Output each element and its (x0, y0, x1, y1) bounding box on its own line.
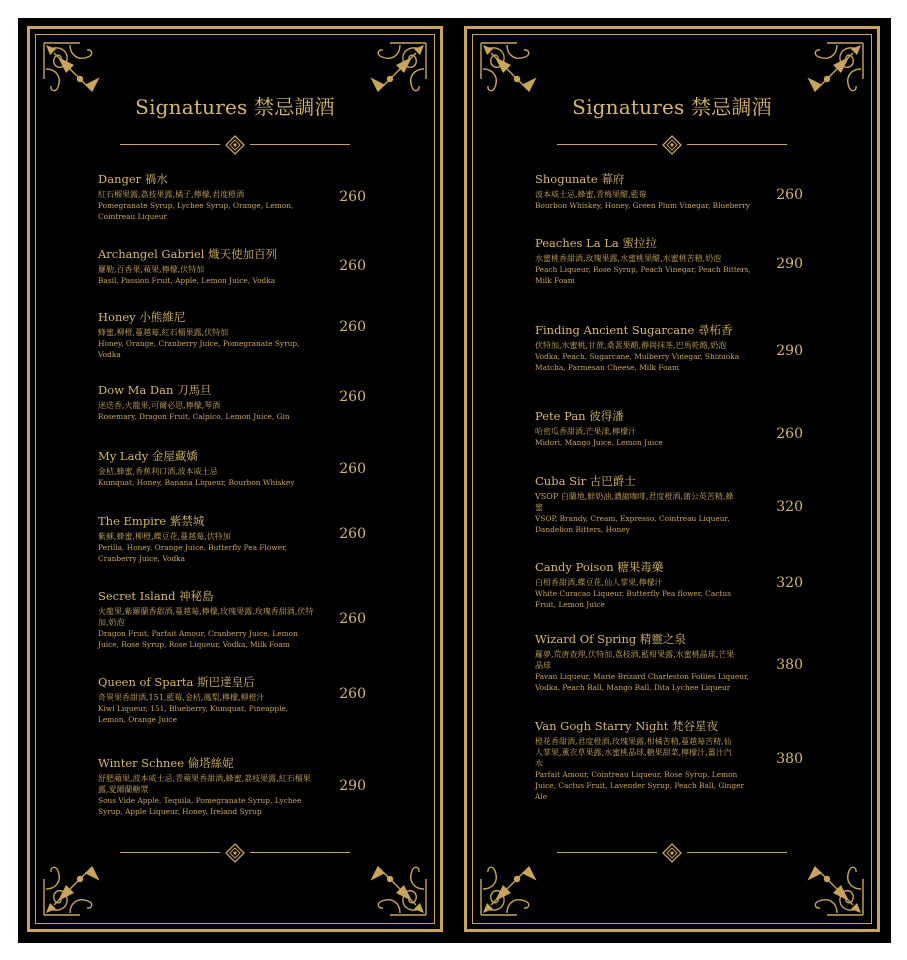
menu-item (535, 323, 855, 373)
item-ingredients-en: Midori, Mango Juice, Lemon Juice (535, 438, 663, 447)
menu-title: Signatures 禁忌調酒 (135, 95, 335, 119)
footer-divider (467, 843, 877, 863)
item-ingredients-en: Sous Vide Apple, Tequila, Pomegranate Syrup, Lychee Syrup, Apple Liqueur, Honey, Ireland Syrup (98, 796, 302, 816)
item-price: 290 (776, 343, 803, 359)
item-price: 260 (339, 461, 366, 477)
item-name: Peaches La La 蜜拉拉 (535, 236, 657, 250)
item-ingredients-en: Pomegranate Syrup, Lychee Syrup, Orange, Lemon, Cointreau Liqueur (98, 201, 294, 221)
menu-items-right (467, 29, 877, 929)
item-ingredients-en: Kumquat, Honey, Banana Liqueur, Bourbon Whiskey (98, 478, 295, 487)
item-price: 260 (339, 258, 366, 274)
footer-divider (30, 843, 440, 863)
item-price: 260 (339, 526, 366, 542)
item-ingredients-en: Parfait Amour, Cointreau Liqueur, Rose Syrup, Lemon Juice, Cactus Fruit, Lavender Syrup, Peach Ball, Ginger Ale (535, 770, 744, 801)
menu-item (98, 247, 418, 286)
item-ingredients-cn: 橙花香甜酒,君度橙酒,玫瑰果露,柑橘苦精,蔓越莓苦精,仙人掌果,薰衣草果露,水蜜桃晶球,糖果甜菜,檸檬汁,薑汁汽水 (535, 737, 732, 768)
menu-panel-left (27, 26, 443, 932)
item-ingredients-cn: 蘿夢,荒唐查理,伏特加,荔枝酒,藍柑果露,水蜜桃晶球,芒果晶球 (535, 650, 735, 670)
menu-item (98, 383, 418, 422)
item-name: Winter Schnee 倫塔絲妮 (98, 756, 234, 770)
menu-item (98, 172, 418, 222)
item-price: 290 (339, 778, 366, 794)
item-price: 380 (776, 751, 803, 767)
item-price: 260 (339, 319, 366, 335)
item-ingredients-en: Kiwi Liqueur, 151, Blueberry, Kumquat, Pineapple, Lemon, Orange Juice (98, 704, 289, 724)
item-name: Dow Ma Dan 刀馬旦 (98, 383, 212, 397)
diamond-ornament-icon (662, 843, 682, 863)
item-ingredients-cn: 波本威士忌,蜂蜜,青梅果醋,藍莓 (535, 190, 647, 199)
item-ingredients-cn: 水蜜桃香甜酒,玫瑰果露,水蜜桃果醋,水蜜桃苦精,奶泡 (535, 254, 722, 263)
item-price: 260 (339, 686, 366, 702)
item-ingredients-cn: 伏特加,水蜜桃,甘蔗,桑葚果醋,靜岡抹茶,巴馬乾酪,奶泡 (535, 341, 727, 350)
item-ingredients-cn: 哈密瓜香甜酒,芒果漾,檸檬汁 (535, 427, 637, 436)
item-name: Honey 小熊維尼 (98, 310, 186, 324)
item-name: Danger 禍水 (98, 172, 168, 186)
menu-title: Signatures 禁忌調酒 (572, 95, 772, 119)
menu-item (98, 589, 418, 650)
item-price: 260 (339, 611, 366, 627)
item-name: Candy Poison 糖果毒藥 (535, 560, 664, 574)
item-ingredients-en: Peach Liqueur, Rose Syrup, Peach Vinegar, Peach Bitters, Milk Foam (535, 265, 751, 285)
item-price: 290 (776, 256, 803, 272)
item-ingredients-en: Bourbon Whiskey, Honey, Green Plum Vinegar, Blueberry (535, 201, 750, 210)
menu-item (535, 172, 855, 211)
menu-item (98, 675, 418, 725)
item-ingredients-cn: VSOP 白蘭地,鮮奶油,濃縮咖啡,君度橙酒,蒲公英苦精,蜂蜜 (535, 492, 734, 512)
item-name: Cuba Sir 古巴爵士 (535, 474, 636, 488)
item-ingredients-cn: 蜂蜜,柳橙,蔓越莓,紅石榴果露,伏特加 (98, 328, 229, 337)
item-price: 260 (776, 426, 803, 442)
item-ingredients-cn: 舒肥蘋果,波本威士忌,青蘋果香甜酒,蜂蜜,荔枝果露,紅石榴果露,愛爾蘭糖漿 (98, 774, 311, 794)
menu-item (535, 409, 855, 448)
item-name: Archangel Gabriel 熾天使加百列 (98, 247, 278, 261)
menu-item (535, 236, 855, 286)
menu-item (98, 310, 418, 360)
menu-item (535, 560, 855, 610)
item-ingredients-cn: 白柑香甜酒,蝶豆花,仙人掌果,檸檬汁 (535, 578, 663, 587)
item-name: Queen of Sparta 斯巴達皇后 (98, 675, 255, 689)
menu-panel-right (464, 26, 880, 932)
item-ingredients-cn: 迷迭香,火龍果,可爾必思,檸檬,琴酒 (98, 401, 221, 410)
item-ingredients-en: VSOP, Brandy, Cream, Expresso, Cointreau Liqueur, Dandelion Bitters, Honey (535, 514, 730, 534)
item-name: Finding Ancient Sugarcane 尋柘香 (535, 323, 733, 337)
item-price: 320 (776, 575, 803, 591)
item-ingredients-en: Vodka, Peach, Sugarcane, Mulberry Vinegar, Shizuoka Matcha, Parmesan Cheese, Milk Foam (535, 352, 740, 372)
item-ingredients-en: Dragon Fruit, Parfait Amour, Cranberry Juice, Lemon Juice, Rose Syrup, Rose Liqueur, Vodka, Milk Foam (98, 629, 298, 649)
menu-item (535, 474, 855, 535)
item-name: Pete Pan 彼得潘 (535, 409, 624, 423)
item-ingredients-en: Pavan Liqueur, Marie Brizard Charleston Follies Liqueur, Vodka, Peach Ball, Mango Ball, Dita Lychee Liqueur (535, 672, 750, 692)
item-ingredients-cn: 紫蘇,蜂蜜,柳橙,蝶豆花,蔓越莓,伏特加 (98, 532, 231, 541)
item-ingredients-cn: 奇異果香甜酒,151,藍莓,金桔,鳳梨,檸檬,柳橙汁 (98, 693, 265, 702)
item-name: Shogunate 幕府 (535, 172, 625, 186)
item-ingredients-cn: 火龍果,紫羅蘭香甜酒,蔓越莓,檸檬,玫瑰果露,玫瑰香甜酒,伏特加,奶泡 (98, 607, 314, 627)
item-ingredients-cn: 紅石榴果露,荔枝果露,橘子,檸檬,君度橙酒 (98, 190, 245, 199)
item-name: The Empire 紫禁城 (98, 514, 205, 528)
item-ingredients-en: White Curacao Liqueur, Butterfly Pea flower, Cactus Fruit, Lemon Juice (535, 589, 731, 609)
item-price: 260 (339, 189, 366, 205)
item-name: Wizard Of Spring 精靈之泉 (535, 632, 686, 646)
menu-items-left (30, 29, 440, 929)
item-ingredients-en: Perilla, Honey, Orange Juice, Butterfly Pea Flower, Cranberry Juice, Vodka (98, 543, 288, 563)
item-name: My Lady 金屋藏嬌 (98, 449, 198, 463)
item-price: 320 (776, 499, 803, 515)
item-ingredients-en: Rosemary, Dragon Fruit, Calpico, Lemon Juice, Gin (98, 412, 290, 421)
item-ingredients-en: Honey, Orange, Cranberry Juice, Pomegranate Syrup, Vodka (98, 339, 300, 359)
item-ingredients-cn: 羅勒,百香果,蘋果,檸檬,伏特加 (98, 265, 205, 274)
diamond-ornament-icon (225, 843, 245, 863)
item-ingredients-cn: 金桔,蜂蜜,香蕉利口酒,波本威士忌 (98, 467, 218, 476)
item-name: Van Gogh Starry Night 梵谷星夜 (535, 719, 718, 733)
item-price: 260 (776, 187, 803, 203)
menu-item (535, 719, 855, 802)
menu-item (98, 756, 418, 817)
menu-item (98, 449, 418, 488)
menu-item (98, 514, 418, 564)
item-ingredients-en: Basil, Passion Fruit, Apple, Lemon Juice, Vodka (98, 276, 276, 285)
item-price: 260 (339, 389, 366, 405)
item-name: Secret Island 神秘島 (98, 589, 214, 603)
menu-item (535, 632, 855, 693)
item-price: 380 (776, 657, 803, 673)
